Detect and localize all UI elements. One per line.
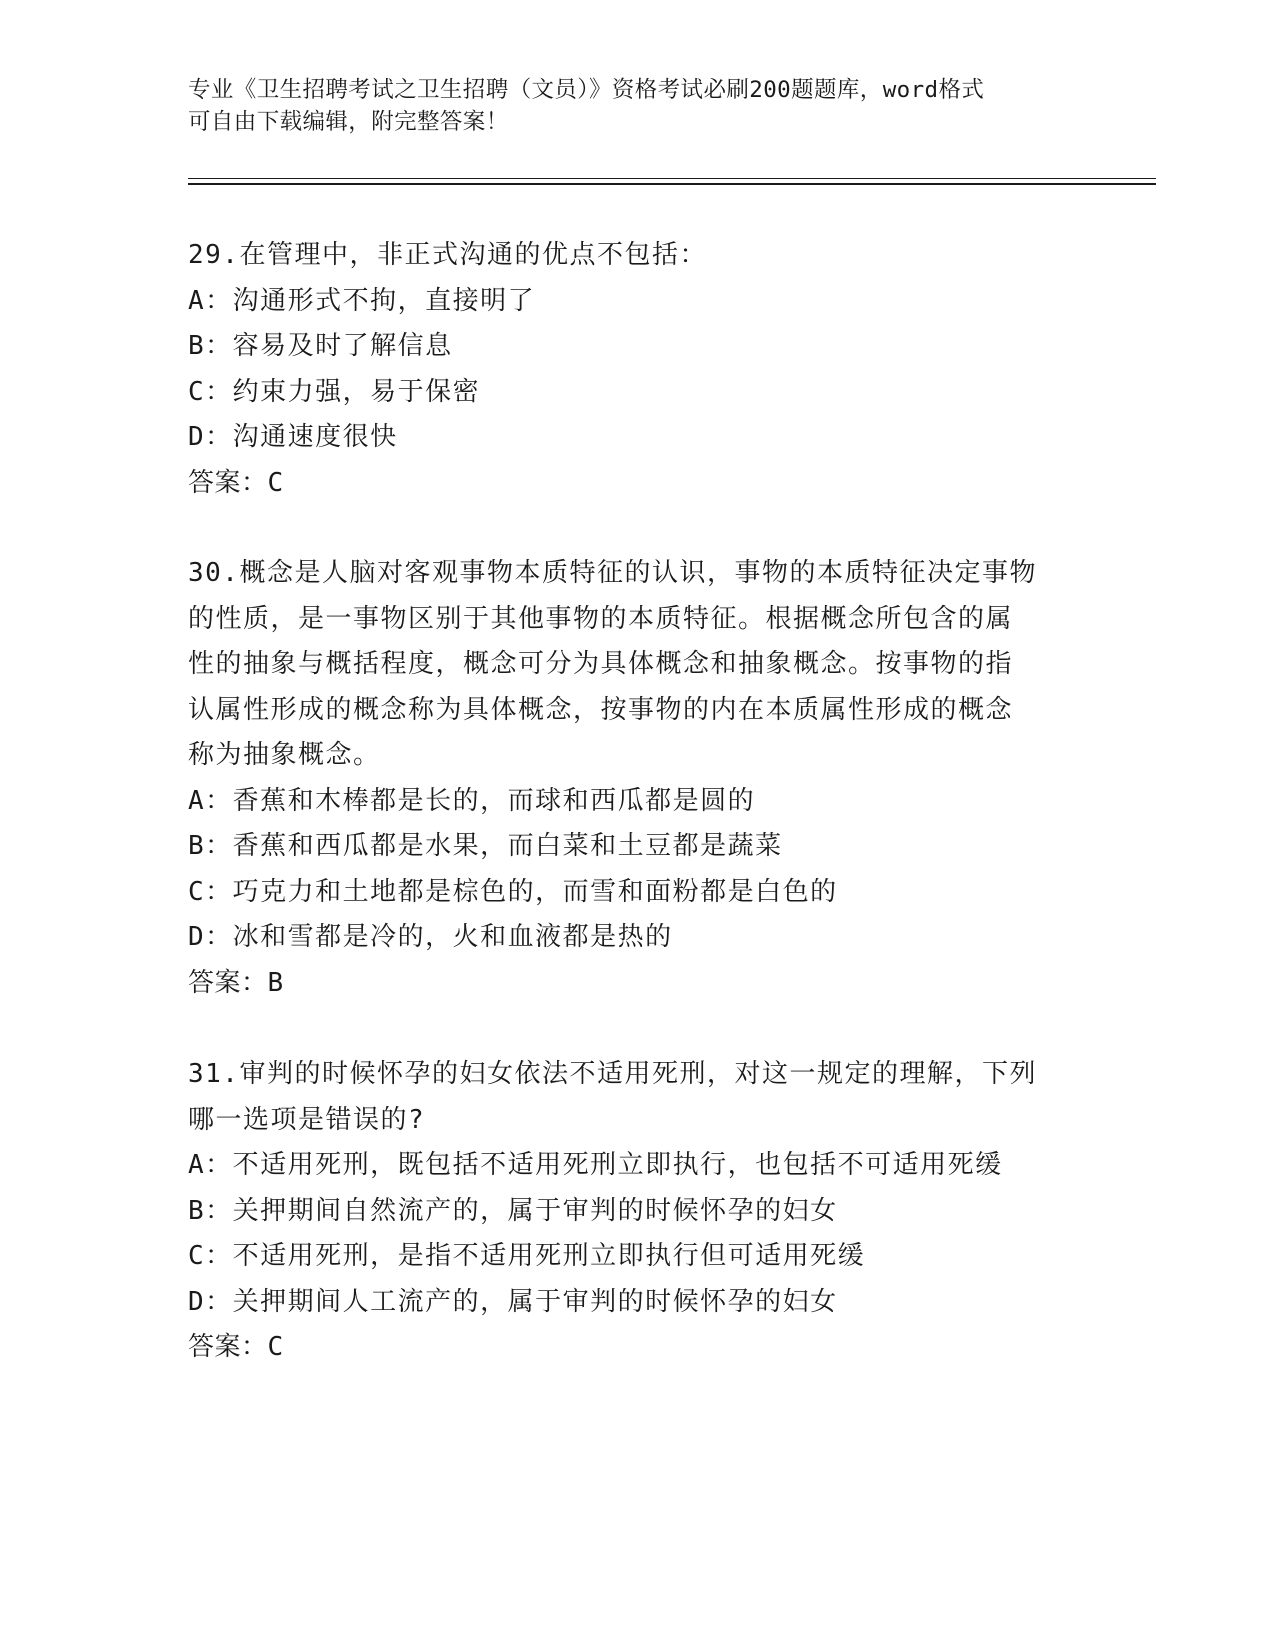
option-a: A：不适用死刑，既包括不适用死刑立即执行，也包括不可适用死缓 — [188, 1150, 1003, 1180]
answer-value: C — [267, 467, 284, 498]
answer — [188, 961, 1088, 1007]
option-d: D：沟通速度很快 — [188, 422, 398, 452]
stem-line: 认属性形成的概念称为具体概念，按事物的内在本质属性形成的概念 — [188, 694, 1014, 725]
answer-label: 答案： — [188, 467, 268, 498]
stem-line: 称为抽象概念。 — [188, 740, 381, 770]
stem-line: 31.审判的时候怀孕的妇女依法不适用死刑，对这一规定的理解，下列 — [188, 1059, 1037, 1089]
option-b: B：香蕉和西瓜都是水果，而白菜和土豆都是蔬菜 — [188, 831, 783, 861]
answer-label: 答案： — [188, 1332, 268, 1362]
header-divider-bottom — [188, 183, 1156, 185]
option-c: C：巧克力和土地都是棕色的，而雪和面粉都是白色的 — [188, 876, 838, 907]
stem-line: 的性质，是一事物区别于其他事物的本质特征。根据概念所包含的属 — [188, 603, 1014, 634]
question-31 — [188, 1052, 1088, 1371]
option-d: D：冰和雪都是冷的，火和血液都是热的 — [188, 922, 673, 952]
question-stem — [188, 1052, 1088, 1143]
header-line-2: 可自由下载编辑，附完整答案！ — [188, 109, 509, 135]
option-a: A：香蕉和木棒都是长的，而球和西瓜都是圆的 — [188, 785, 756, 816]
option-d: D：关押期间人工流产的，属于审判的时候怀孕的妇女 — [188, 1286, 838, 1317]
option-c: C：不适用死刑，是指不适用死刑立即执行但可适用死缓 — [188, 1241, 866, 1271]
option-a: A：沟通形式不拘，直接明了 — [188, 285, 536, 316]
question-29 — [188, 233, 1088, 506]
stem-line: 29.在管理中，非正式沟通的优点不包括： — [188, 240, 707, 270]
option-b: B：关押期间自然流产的，属于审判的时候怀孕的妇女 — [188, 1195, 838, 1226]
answer-value: B — [267, 967, 284, 998]
answer — [188, 461, 1088, 507]
stem-line: 性的抽象与概括程度，概念可分为具体概念和抽象概念。按事物的指 — [188, 649, 1014, 679]
question-stem — [188, 233, 1088, 279]
question-stem — [188, 551, 1088, 779]
stem-line: 哪一选项是错误的? — [188, 1104, 426, 1135]
answer-label: 答案： — [188, 967, 268, 998]
answer — [188, 1325, 1088, 1371]
question-30 — [188, 551, 1088, 1006]
answer-value: C — [267, 1332, 284, 1362]
header-line-1: 专业《卫生招聘考试之卫生招聘（文员）》资格考试必刷200题题库，word格式 — [188, 77, 985, 103]
stem-line: 30.概念是人脑对客观事物本质特征的认识，事物的本质特征决定事物 — [188, 558, 1037, 588]
option-c: C：约束力强，易于保密 — [188, 376, 481, 407]
option-b: B：容易及时了解信息 — [188, 331, 453, 361]
document-header — [188, 74, 1068, 138]
header-divider-top — [188, 178, 1156, 179]
